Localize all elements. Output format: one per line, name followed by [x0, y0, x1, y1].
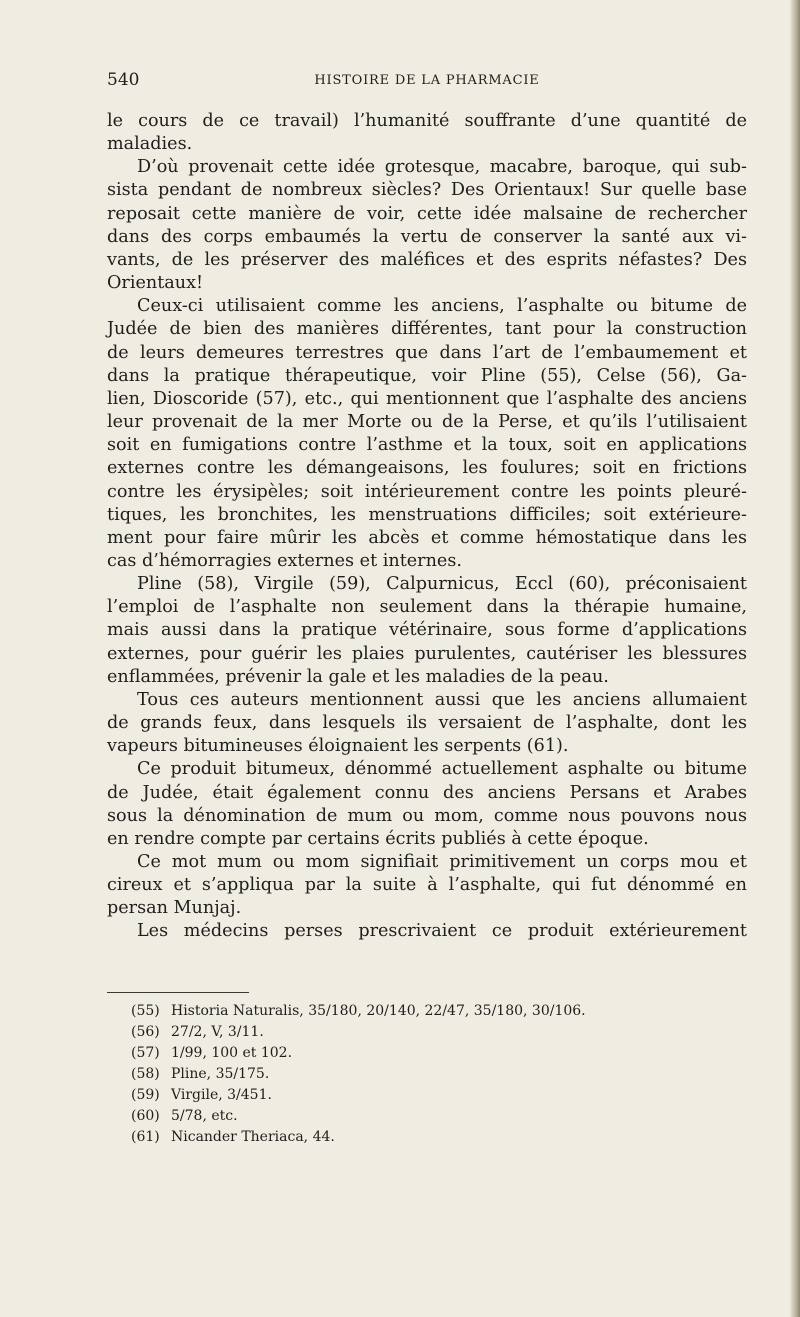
footnote-number: (56): [131, 1024, 160, 1040]
text-line: Ce mot mum ou mom signifiait primitivement un corps mou et: [137, 852, 747, 872]
text-line: soit en fumigations contre l’asthme et la toux, soit en applications: [107, 435, 747, 456]
footnote-number: (60): [131, 1108, 160, 1124]
footnote-text: 5/78, etc.: [171, 1108, 238, 1124]
footnote: [131, 1022, 691, 1043]
text-line: externes, pour guérir les plaies purulentes, cautériser les blessures: [107, 643, 747, 664]
footnote-text: Nicander Theriaca, 44.: [171, 1129, 335, 1145]
footnote-text: 1/99, 100 et 102.: [171, 1045, 293, 1061]
footnote-number: (55): [131, 1003, 160, 1019]
body-text: [107, 110, 747, 944]
footnote: [131, 1001, 691, 1022]
footnote-text: 27/2, V, 3/11.: [171, 1024, 264, 1040]
footnote: [131, 1064, 691, 1085]
text-line: l’emploi de l’asphalte non seulement dans la thérapie humaine,: [107, 597, 747, 618]
text-line: vants, de les préserver des maléfices et des esprits néfastes? Des: [107, 249, 747, 270]
text-line: mais aussi dans la pratique vétérinaire, sous forme d’applications: [107, 620, 747, 641]
text-line: enflammées, prévenir la gale et les maladies de la peau.: [107, 666, 609, 687]
text-line: contre les érysipèles; soit intérieurement contre les points pleuré-: [107, 481, 747, 502]
footnote-text: Virgile, 3/451.: [171, 1087, 272, 1103]
text-line: tiques, les bronchites, les menstruations difficiles; soit extérieure-: [107, 504, 747, 525]
page-edge: [790, 0, 800, 1317]
text-line: Ce produit bitumeux, dénommé actuellement asphalte ou bitume: [137, 759, 747, 780]
text-line: reposait cette manière de voir, cette idée malsaine de rechercher: [107, 203, 747, 224]
footnotes: [131, 1001, 691, 1148]
page-header: [107, 70, 747, 94]
text-line: sous la dénomination de mum ou mom, comme nous pouvons nous: [107, 805, 747, 826]
text-line: de leurs demeures terrestres que dans l’art de l’embaumement et: [107, 342, 747, 363]
text-line: lien, Dioscoride (57), etc., qui mentionnent que l’asphalte des anciens: [107, 388, 747, 409]
text-line: dans la pratique thérapeutique, voir Pline (55), Celse (56), Ga-: [107, 365, 747, 386]
footnote-number: (59): [131, 1087, 160, 1103]
text-line: cas d’hémorragies externes et internes.: [107, 550, 462, 571]
text-line: maladies.: [107, 134, 193, 155]
text-line: Orientaux!: [107, 273, 204, 294]
text-line: leur provenait de la mer Morte ou de la Perse, et qu’ils l’utilisaient: [107, 412, 747, 433]
footnote-text: Historia Naturalis, 35/180, 20/140, 22/47, 35/180, 30/106.: [171, 1003, 586, 1019]
footnote: [131, 1106, 691, 1127]
footnote-number: (57): [131, 1045, 160, 1061]
text-line: de grands feux, dans lesquels ils versaient de l’asphalte, dont les: [107, 713, 747, 734]
text-line: persan Munjaj.: [107, 898, 242, 919]
text-line: Judée de bien des manières différentes, tant pour la construction: [107, 319, 747, 340]
text-line: Ceux-ci utilisaient comme les anciens, l’asphalte ou bitume de: [137, 296, 747, 317]
page-number: 540: [107, 70, 140, 90]
footnote-number: (61): [131, 1129, 160, 1145]
text-line: cireux et s’appliqua par la suite à l’asphalte, qui fut dénommé en: [107, 875, 747, 896]
footnote: [131, 1043, 691, 1064]
footnote-number: (58): [131, 1066, 160, 1082]
text-line: Pline (58), Virgile (59), Calpurnicus, Eccl (60), préconisaient: [137, 574, 747, 595]
text-line: en rendre compte par certains écrits publiés à cette époque.: [107, 828, 649, 849]
text-line: D’où provenait cette idée grotesque, macabre, baroque, qui sub-: [137, 157, 747, 178]
footnote: [131, 1085, 691, 1106]
footnote-text: Pline, 35/175.: [171, 1066, 270, 1082]
text-line: ment pour faire mûrir les abcès et comme hémostatique dans les: [107, 527, 747, 548]
running-title: HISTOIRE DE LA PHARMACIE: [314, 73, 540, 88]
footnote-separator: [107, 992, 249, 993]
text-line: sista pendant de nombreux siècles? Des Orientaux! Sur quelle base: [107, 180, 747, 201]
text-line: dans des corps embaumés la vertu de conserver la santé aux vi-: [107, 226, 747, 247]
text-line: Les médecins perses prescrivaient ce produit extérieurement: [137, 921, 747, 942]
text-line: de Judée, était également connu des anciens Persans et Arabes: [107, 782, 747, 803]
text-line: Tous ces auteurs mentionnent aussi que les anciens allumaient: [137, 689, 747, 710]
text-line: le cours de ce travail) l’humanité souffrante d’une quantité de: [107, 111, 747, 131]
text-line: externes contre les démangeaisons, les foulures; soit en frictions: [107, 458, 747, 479]
footnote: [131, 1127, 691, 1148]
text-line: vapeurs bitumineuses éloignaient les serpents (61).: [107, 736, 569, 757]
